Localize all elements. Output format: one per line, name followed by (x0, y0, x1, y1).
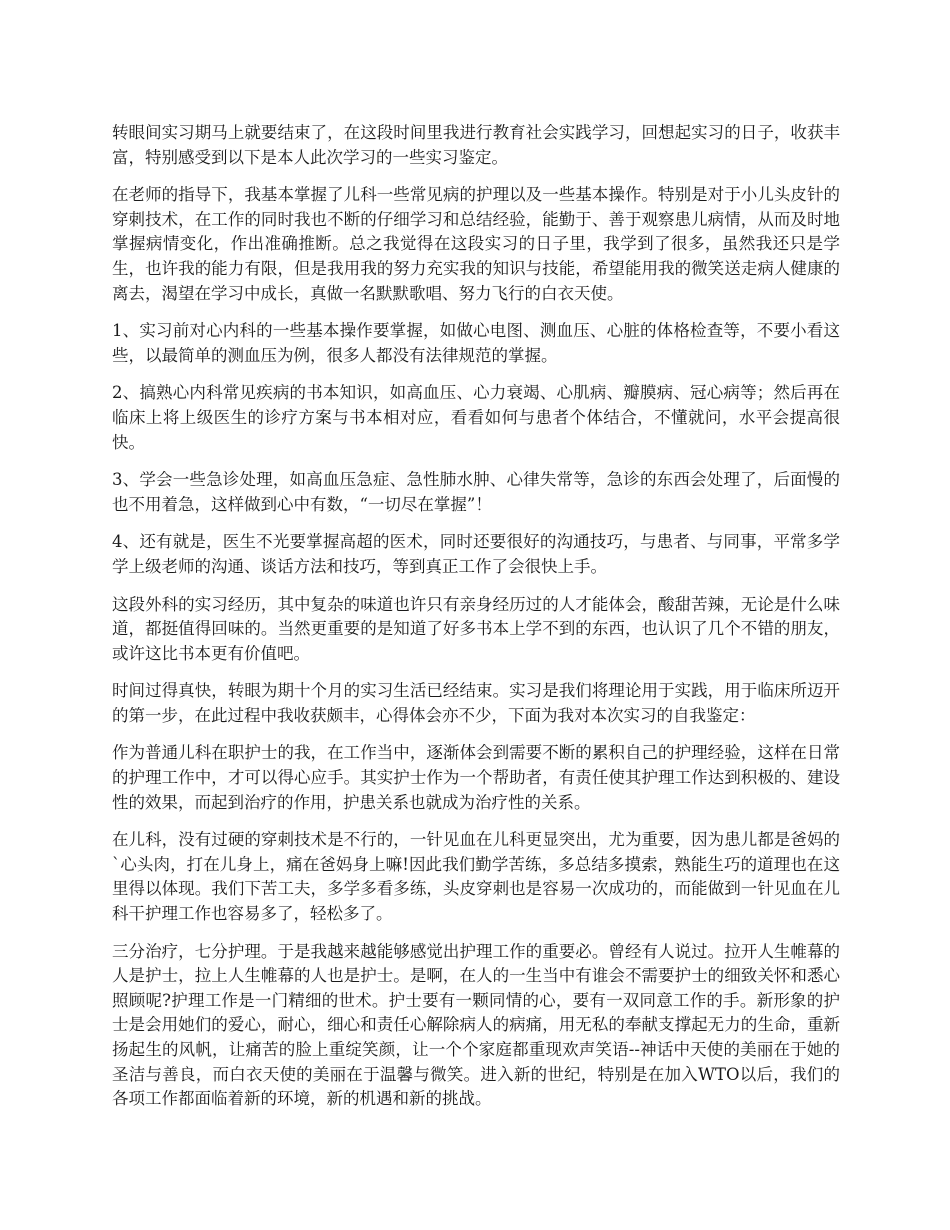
document-body (112, 121, 840, 1125)
paragraph-puncture-skill: 在儿科，没有过硬的穿刺技术是不行的，一针见血在儿科更显突出，尤为重要，因为患儿都是爸妈的`心头肉，打在儿身上，痛在爸妈身上嘛!因此我们勤学苦练，多总结多摸索，熟能生巧的道理也在这里得以体现。我们下苦工夫，多学多看多练，头皮穿刺也是容易一次成功的，而能做到一针见血在儿科干护理工作也容易多了，轻松多了。 (112, 830, 840, 924)
paragraph-point-2: 2、搞熟心内科常见疾病的书本知识，如高血压、心力衰竭、心肌病、瓣膜病、冠心病等；然后再在临床上将上级医生的诊疗方案与书本相对应，看看如何与患者个体结合，不懂就问，水平会提高很快。 (112, 383, 840, 452)
paragraph-point-1: 1、实习前对心内科的一些基本操作要掌握，如做心电图、测血压、心脏的体格检查等，不要小看这些，以最简单的测血压为例，很多人都没有法律规范的掌握。 (112, 321, 840, 365)
paragraph-guidance: 在老师的指导下，我基本掌握了儿科一些常见病的护理以及一些基本操作。特别是对于小儿头皮针的穿刺技术，在工作的同时我也不断的仔细学习和总结经验，能勤于、善于观察患儿病情，从而及时地掌握病情变化，作出准确推断。总之我觉得在这段实习的日子里，我学到了很多，虽然我还只是学生，也许我的能力有限，但是我用我的努力充实我的知识与技能，希望能用我的微笑送走病人健康的离去，渴望在学习中成长，真做一名默默歌唱、努力飞行的白衣天使。 (112, 185, 840, 303)
paragraph-time-passes: 时间过得真快，转眼为期十个月的实习生活已经结束。实习是我们将理论用于实践，用于临床所迈开的第一步，在此过程中我收获颇丰，心得体会亦不少，下面为我对本次实习的自我鉴定： (112, 681, 840, 725)
paragraph-point-4: 4、还有就是，医生不光要掌握高超的医术，同时还要很好的沟通技巧，与患者、与同事，平常多学学上级老师的沟通、谈话方法和技巧，等到真正工作了会很快上手。 (112, 532, 840, 576)
paragraph-pediatric-nurse: 作为普通儿科在职护士的我，在工作当中，逐渐体会到需要不断的累积自己的护理经验，这样在日常的护理工作中，才可以得心应手。其实护士作为一个帮助者，有责任使其护理工作达到积极的、建设性的效果，而起到治疗的作用，护患关系也就成为治疗性的关系。 (112, 743, 840, 812)
paragraph-intro: 转眼间实习期马上就要结束了，在这段时间里我进行教育社会实践学习，回想起实习的日子，收获丰富，特别感受到以下是本人此次学习的一些实习鉴定。 (112, 123, 840, 167)
paragraph-point-3: 3、学会一些急诊处理，如高血压急症、急性肺水肿、心律失常等，急诊的东西会处理了，后面慢的也不用着急，这样做到心中有数，“一切尽在掌握”！ (112, 470, 840, 514)
paragraph-nursing-importance: 三分治疗，七分护理。于是我越来越能够感觉出护理工作的重要必。曾经有人说过。拉开人生帷幕的人是护士，拉上人生帷幕的人也是护士。是啊，在人的一生当中有谁会不需要护士的细致关怀和悉心照顾呢?护理工作是一门精细的世术。护士要有一颗同情的心，要有一双同意工作的手。新形象的护士是会用她们的爱心，耐心，细心和责任心解除病人的病痛，用无私的奉献支撑起无力的生命，重新扬起生的风帆，让痛苦的脸上重绽笑颜，让一个个家庭都重现欢声笑语--神话中天使的美丽在于她的圣洁与善良，而白衣天使的美丽在于温馨与微笑。进入新的世纪，特别是在加入WTO以后，我们的各项工作都面临着新的环境，新的机遇和新的挑战。 (112, 941, 840, 1109)
paragraph-surgery-experience: 这段外科的实习经历，其中复杂的味道也许只有亲身经历过的人才能体会，酸甜苦辣，无论是什么味道，都挺值得回味的。当然更重要的是知道了好多书本上学不到的东西，也认识了几个不错的朋友，或许这比书本更有价值吧。 (112, 594, 840, 663)
